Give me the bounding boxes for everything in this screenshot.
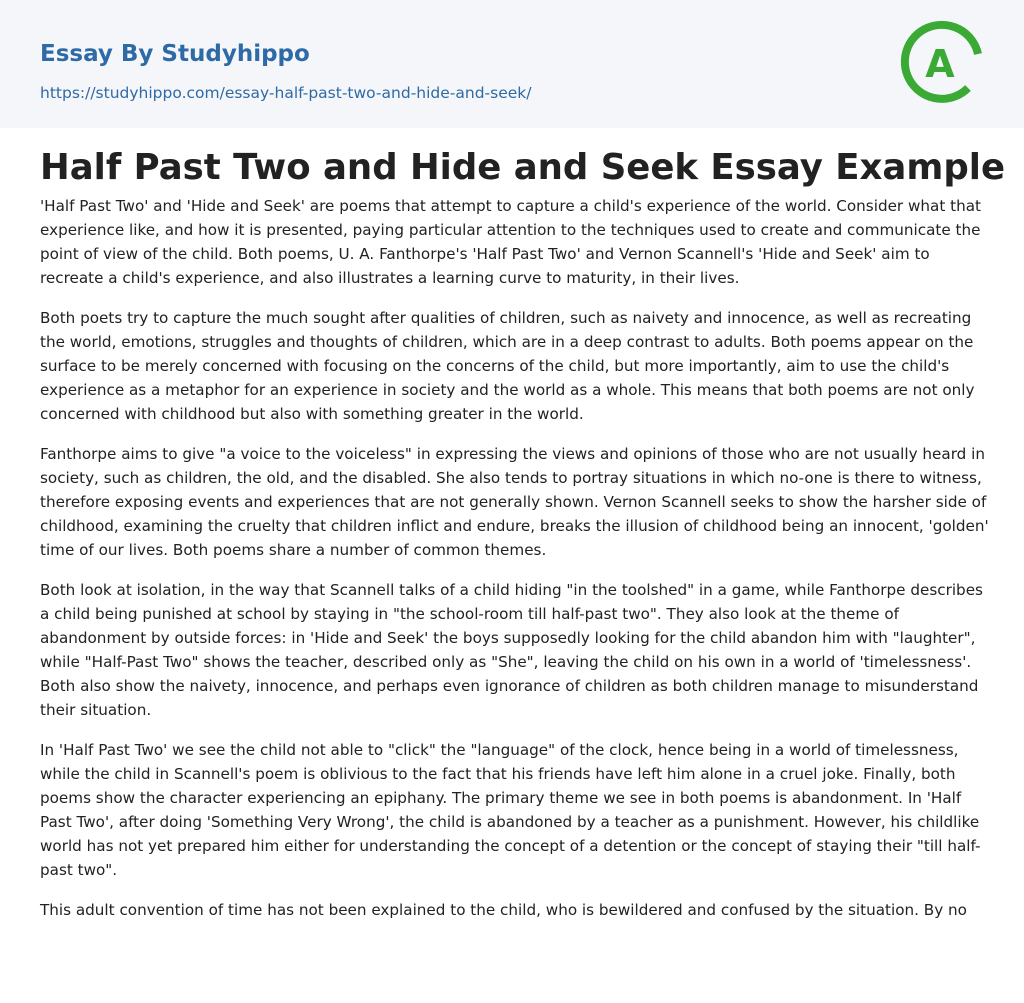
studyhippo-logo[interactable]: [896, 16, 990, 110]
essay-body: [40, 194, 990, 938]
site-header: [0, 0, 1024, 128]
page-title: Half Past Two and Hide and Seek Essay Example: [40, 147, 1006, 188]
logo-a-icon: [896, 16, 990, 110]
essay-paragraph: This adult convention of time has not been explained to the child, who is bewildered and confused by the situation. By no: [40, 901, 967, 919]
essay-paragraph: Both poets try to capture the much sought after qualities of children, such as naivety and innocence, as well as recreating the world, emotions, struggles and thoughts of children, which are in a deep contrast to adults. Both poems appear on the surface to be merely concerned with focusing on the concerns of the child, but more importantly, aim to use the child's experience as a metaphor for an experience in society and the world as a whole. This means that both poems are not only concerned with childhood but also with something greater in the world.: [40, 309, 975, 423]
essay-paragraph: In 'Half Past Two' we see the child not able to "click" the "language" of the clock, hence being in a world of timelessness, while the child in Scannell's poem is oblivious to the fact that his friends have left him alone in a cruel joke. Finally, both poems show the character experiencing an epiphany. The primary theme we see in both poems is abandonment. In 'Half Past Two', after doing 'Something Very Wrong', the child is abandoned by a teacher as a punishment. However, his childlike world has not yet prepared him either for understanding the concept of a detention or the concept of staying their "till half-past two".: [40, 741, 981, 879]
site-brand[interactable]: Essay By Studyhippo: [40, 41, 310, 67]
essay-paragraph: 'Half Past Two' and 'Hide and Seek' are poems that attempt to capture a child's experience of the world. Consider what that experience like, and how it is presented, paying particular attention to the techniques used to create and communicate the point of view of the child. Both poems, U. A. Fanthorpe's 'Half Past Two' and Vernon Scannell's 'Hide and Seek' aim to recreate a child's experience, and also illustrates a learning curve to maturity, in their lives.: [40, 197, 981, 287]
essay-paragraph: Both look at isolation, in the way that Scannell talks of a child hiding "in the toolshed" in a game, while Fanthorpe describes a child being punished at school by staying in "the school-room till half-past two". They also look at the theme of abandonment by outside forces: in 'Hide and Seek' the boys supposedly looking for the child abandon him with "laughter", while "Half-Past Two" shows the teacher, described only as "She", leaving the child on his own in a world of 'timelessness'. Both also show the naivety, innocence, and perhaps even ignorance of children as both children manage to misunderstand their situation.: [40, 581, 983, 719]
logo-letter: A: [925, 42, 955, 86]
essay-paragraph: Fanthorpe aims to give "a voice to the voiceless" in expressing the views and opinions of those who are not usually heard in society, such as children, the old, and the disabled. She also tends to portray situations in which no-one is there to witness, therefore exposing events and experiences that are not generally shown. Vernon Scannell seeks to show the harsher side of childhood, examining the cruelty that children inflict and endure, breaks the illusion of childhood being an innocent, 'golden' time of our lives. Both poems share a number of common themes.: [40, 445, 989, 559]
essay-url-link[interactable]: https://studyhippo.com/essay-half-past-two-and-hide-and-seek/: [40, 84, 532, 102]
